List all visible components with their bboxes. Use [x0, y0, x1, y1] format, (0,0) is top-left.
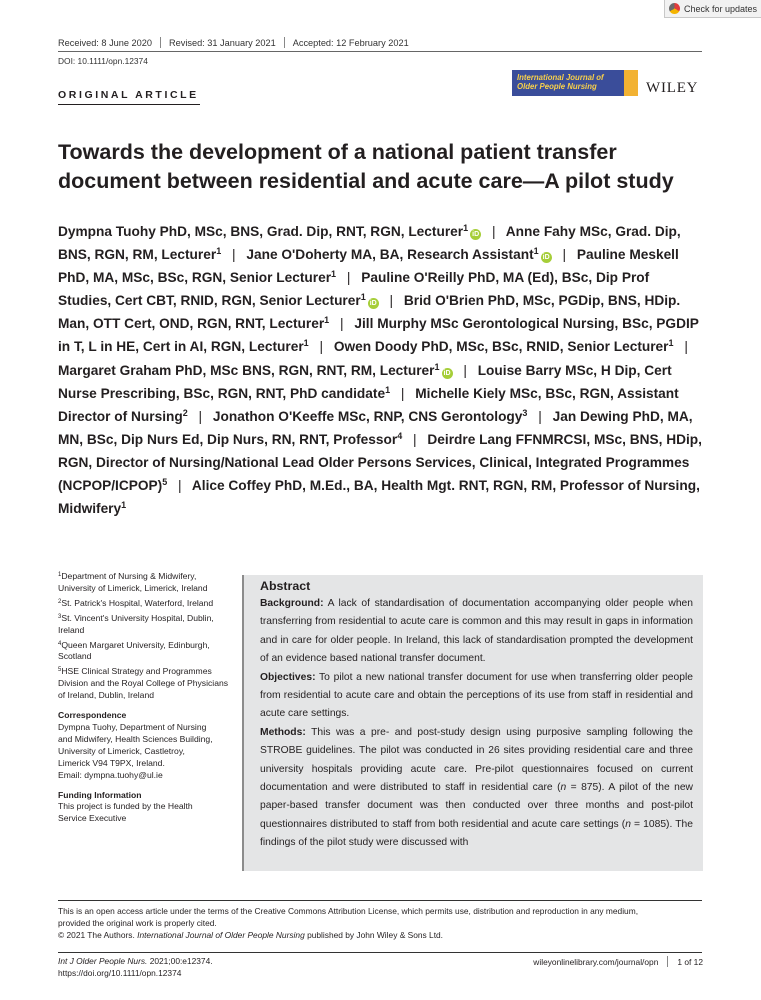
divider	[667, 956, 668, 967]
citation-details: 2021;00:e12374.	[147, 956, 213, 966]
copyright-publisher: published by John Wiley & Sons Ltd.	[307, 930, 444, 940]
author: Anne Fahy MSc, Grad. Dip, BNS, RGN, RM, Lecturer$^1$	[58, 224, 681, 263]
funding-body	[58, 801, 233, 825]
affiliation-list	[58, 571, 233, 702]
abstract-objectives	[260, 669, 693, 724]
author-affiliation-marker: 1	[360, 292, 366, 303]
check-for-updates-button[interactable]	[664, 0, 761, 18]
author: Pauline O'Reilly PhD, MA (Ed), BSc, Dip Prof Studies, Cert CBT, RNID, RGN, Senior Lecturer$^1$iD	[58, 270, 650, 309]
copyright-text: © 2021 The Authors.	[58, 930, 135, 940]
license-line-2: provided the original work is properly cited.	[58, 918, 217, 928]
affiliation-marker: 3	[58, 613, 62, 620]
methods-label: Methods:	[260, 726, 306, 738]
author-affiliation-marker: 3	[522, 407, 528, 418]
article-doi[interactable]: DOI: 10.1111/opn.12374	[58, 56, 148, 66]
author-separator: |	[538, 408, 542, 424]
journal-logo-line2: Older People Nursing	[517, 82, 597, 91]
affiliation: $^4$Queen Margaret University, Edinburgh, Scotland	[58, 639, 210, 662]
author: Jill Murphy MSc Gerontological Nursing, BSc, PGDIP in T, L in HE, Cert in AI, RGN, Lecturer$^1$	[58, 316, 699, 355]
author-affiliation-marker: 2	[182, 407, 188, 418]
correspondence-line: University of Limerick, Castletroy,	[58, 745, 185, 756]
affiliation-marker: 5	[58, 667, 62, 674]
publisher-logo[interactable]: WILEY	[646, 80, 699, 96]
author-separator: |	[400, 385, 405, 401]
orcid-icon[interactable]: iD	[472, 231, 480, 238]
article-dates	[58, 37, 409, 48]
author: Deirdre Lang FFNMRCSI, MSc, BNS, HDip, RGN, Director of Nursing/National Lead Older Persons Services, Clinical, Integrated Programmes (NCPOP/ICPOP)$^5$	[58, 431, 702, 494]
affiliation: $^1$Department of Nursing & Midwifery, University of Limerick, Limerick, Ireland	[58, 571, 208, 593]
author: Jane O'Doherty MA, BA, Research Assistant$^1$iD	[246, 246, 550, 263]
page-number: 1 of 12	[677, 956, 703, 967]
author-separator: |	[319, 339, 324, 355]
journal-logo[interactable]	[512, 70, 638, 96]
author-separator: |	[562, 247, 567, 263]
author-separator: |	[491, 224, 496, 239]
author-affiliation-marker: 1	[121, 500, 127, 511]
author-separator: |	[684, 339, 688, 355]
header-rule	[58, 51, 702, 52]
methods-text-1: This was a pre- and post-study design using purposive sampling following the STROBE guidelines. The pilot was conducted in 26 sites providing residential care and three university hospitals providing acute care. Pre-pilot questionnaires focused on current documentation and were distributed to staff in residential care (	[260, 726, 693, 794]
objectives-text: To pilot a new national transfer document for use when transferring older people from residential to acute care and obtain the perceptions of its use from staff in residential and acute care settings.	[260, 671, 693, 720]
author-affiliation-marker: 1	[216, 246, 222, 257]
footer-doi-link[interactable]: https://doi.org/10.1111/opn.12374	[58, 967, 182, 978]
author-separator: |	[346, 270, 351, 286]
abstract-box	[242, 575, 703, 871]
accepted-date: Accepted: 12 February 2021	[292, 37, 409, 48]
license-line-3	[58, 929, 706, 941]
correspondence-line: Dympna Tuohy, Department of Nursing	[58, 721, 207, 732]
revised-date: Revised: 31 January 2021	[168, 37, 276, 48]
author-list	[58, 220, 704, 520]
author-separator: |	[463, 362, 467, 378]
abstract-methods	[260, 724, 693, 853]
author-separator: |	[413, 431, 417, 447]
affiliation: $^5$HSE Clinical Strategy and Programmes Division and the Royal College of Physicians of Ireland, Dublin, Ireland	[58, 666, 229, 701]
divider	[160, 37, 161, 48]
author-separator: |	[232, 247, 236, 263]
citation-line	[58, 956, 213, 968]
author: Alice Coffey PhD, M.Ed., BA, Health Mgt. RNT, RGN, RM, Professor of Nursing, Midwifery$^1$	[58, 478, 700, 517]
author: Dympna Tuohy PhD, MSc, BNS, Grad. Dip, RNT, RGN, Lecturer$^1$iD	[58, 223, 480, 239]
author-separator: |	[198, 408, 203, 424]
author-affiliation-marker: 1	[324, 315, 330, 326]
crossmark-icon	[669, 3, 680, 14]
author: Jonathon O'Keeffe MSc, RNP, CNS Gerontology$^3$	[212, 407, 528, 424]
author-affiliation-marker: 1	[303, 338, 309, 349]
funding-line: Service Executive	[58, 813, 127, 824]
author-affiliation-marker: 1	[668, 338, 674, 349]
author: Owen Doody PhD, MSc, BSc, RNID, Senior Lecturer$^1$	[333, 338, 674, 355]
abstract-heading: Abstract	[260, 579, 311, 593]
author: Louise Barry MSc, H Dip, Cert Nurse Prescribing, BSc, RGN, RNT, PhD candidate$^1$	[58, 362, 672, 401]
article-title: Towards the development of a national patient transfer document between residential and acute care—A pilot study	[58, 140, 674, 193]
funding-line: This project is funded by the Health	[58, 801, 193, 812]
footer-rule	[58, 952, 702, 953]
citation-journal: Int J Older People Nurs.	[58, 956, 148, 966]
author: Michelle Kiely MSc, BSc, RGN, Assistant Director of Nursing$^2$	[58, 385, 679, 424]
received-date: Received: 8 June 2020	[58, 37, 152, 48]
footer-meta	[533, 956, 703, 967]
abstract-background	[260, 595, 693, 669]
correspondence-heading: Correspondence	[58, 710, 127, 721]
author: Margaret Graham PhD, MSc BNS, RGN, RNT, RM, Lecturer$^1$iD	[58, 361, 451, 378]
footer-citation	[58, 956, 213, 979]
author-affiliation-marker: 1	[533, 246, 539, 257]
divider	[284, 37, 285, 48]
author-separator: |	[389, 293, 394, 309]
author-affiliation-marker: 1	[463, 223, 469, 233]
affiliation-marker: 4	[58, 640, 62, 647]
orcid-icon[interactable]: iD	[443, 369, 451, 377]
author-separator: |	[178, 478, 182, 494]
author-affiliation-marker: 1	[434, 361, 440, 372]
author: Jan Dewing PhD, MA, MN, BSc, Dip Nurs Ed, Dip Nurs, RN, RNT, Professor$^4$	[58, 408, 693, 447]
article-type-underline	[58, 104, 200, 105]
affiliation-marker: 2	[58, 598, 62, 605]
check-for-updates-label: Check for updates	[684, 3, 758, 14]
affiliation-marker: 1	[58, 572, 62, 578]
orcid-icon[interactable]: iD	[369, 300, 377, 308]
correspondence-line: Limerick V94 T9PX, Ireland.	[58, 757, 165, 768]
author: Pauline Meskell PhD, MA, MSc, BSc, RGN, Senior Lecturer$^1$	[58, 247, 679, 286]
funding-heading: Funding Information	[58, 789, 142, 800]
correspondence-line: and Midwifery, Health Sciences Building,	[58, 733, 213, 744]
license-notice	[58, 905, 706, 941]
author: Brid O'Brien PhD, MSc, PGDip, BNS, HDip. Man, OTT Cert, OND, RGN, RNT, Lecturer$^1$	[58, 293, 681, 332]
affiliations-column	[58, 571, 233, 833]
journal-site-link[interactable]: wileyonlinelibrary.com/journal/opn	[533, 956, 659, 967]
journal-logo-line1: International Journal of	[517, 73, 604, 83]
methods-n-1: n	[560, 782, 567, 794]
license-line-1: This is an open access article under the terms of the Creative Commons Attribution License, which permits use, distribution and reproduction in any medium,	[58, 906, 639, 916]
orcid-icon[interactable]: iD	[542, 254, 550, 262]
author-affiliation-marker: 5	[162, 477, 168, 488]
background-label: Background:	[260, 598, 324, 609]
journal-logo-accent	[624, 70, 638, 96]
author-affiliation-marker: 1	[385, 384, 391, 395]
license-rule	[58, 900, 702, 901]
article-type: ORIGINAL ARTICLE	[58, 89, 199, 101]
affiliation: $^3$St. Vincent's University Hospital, Dublin, Ireland	[58, 612, 214, 635]
affiliation: $^2$St. Patrick's Hospital, Waterford, Ireland	[58, 597, 214, 608]
background-text: A lack of standardisation of documentation accompanying older people when transferring from residential to acute care is common and this may result in gaps in information and in care for older people. In Ireland, this lack of standardisation prompted the development of an evidence based national transfer document.	[260, 598, 694, 665]
correspondence-line: Email: dympna.tuohy@ul.ie	[58, 769, 163, 780]
author-separator: |	[340, 316, 344, 332]
methods-text-2: = 875). A pilot of the new paper-based transfer document was then conducted over three months and post-pilot questionnaires distributed to staff from both residential and acute care settings (	[260, 782, 693, 830]
methods-text-3: = 1085). The findings of the pilot study were discussed with	[260, 818, 693, 849]
author-affiliation-marker: 1	[331, 269, 337, 280]
methods-n-2: n	[625, 818, 631, 830]
copyright-journal: International Journal of Older People Nursing	[137, 930, 305, 940]
author-affiliation-marker: 4	[397, 430, 403, 441]
objectives-label: Objectives:	[260, 671, 316, 683]
correspondence-body	[58, 722, 233, 782]
